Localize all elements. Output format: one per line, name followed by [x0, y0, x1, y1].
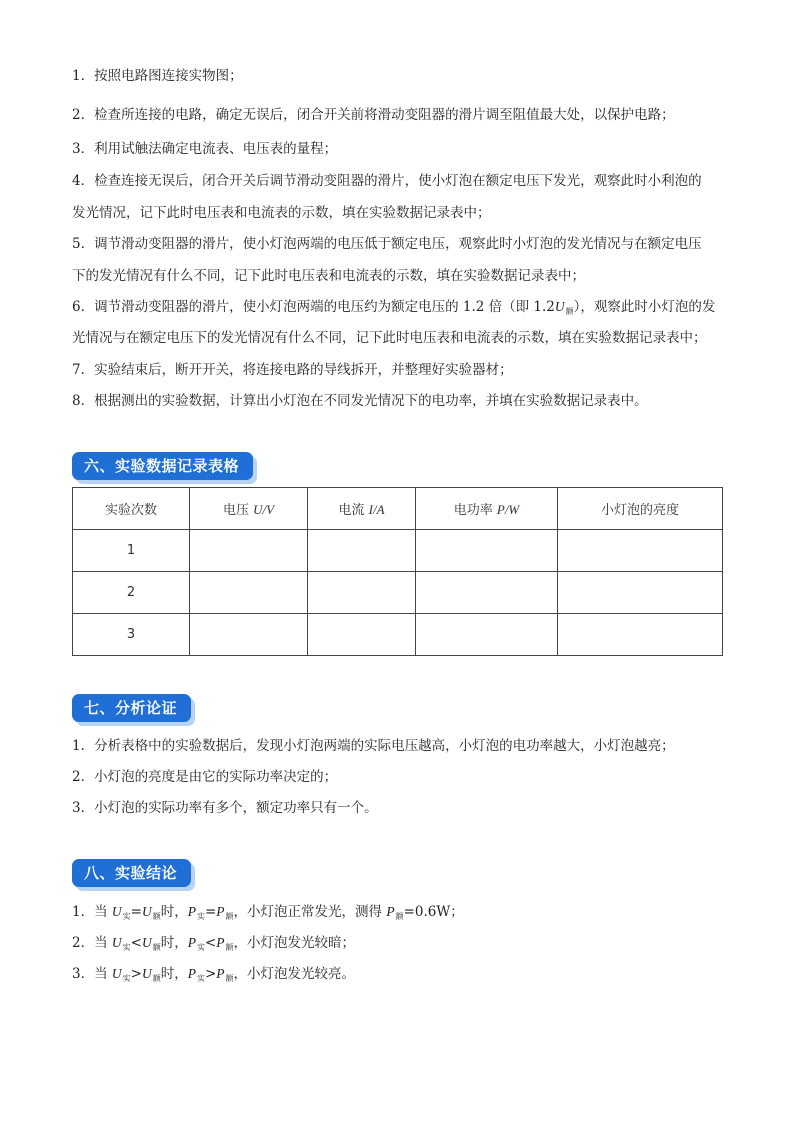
section-7-heading: 七、分析论证 [72, 694, 191, 722]
analysis-3: 3．小灯泡的实际功率有多个，额定功率只有一个。 [72, 800, 378, 816]
table-row [73, 530, 723, 572]
step-1: 1．按照电路图连接实物图； [72, 68, 243, 84]
header-brightness: 小灯泡的亮度 [558, 488, 723, 530]
current-cell[interactable] [308, 614, 416, 656]
voltage-cell[interactable] [190, 530, 308, 572]
brightness-cell[interactable] [558, 614, 723, 656]
conclusion-3: 3．当 $U_实>U_额$时，$P_实>P_额$，小灯泡发光较亮。 [72, 966, 356, 983]
header-trial: 实验次数 [73, 488, 190, 530]
power-cell[interactable] [416, 614, 558, 656]
header-current: 电流 I/A [308, 488, 416, 530]
header-power: 电功率 P/W [416, 488, 558, 530]
step-8: 8．根据测出的实验数据，计算出小灯泡在不同发光情况下的电功率，并填在实验数据记录表中。 [72, 393, 648, 409]
step-5-line-1: 5．调节滑动变阻器的滑片，使小灯泡两端的电压低于额定电压，观察此时小灯泡的发光情况与在额定电压 [72, 236, 702, 252]
step-6-line-1: 6．调节滑动变阻器的滑片，使小灯泡两端的电压约为额定电压的 1.2 倍（即 $1.2U_额$），观察此时小灯泡的发 [72, 299, 716, 316]
brightness-cell[interactable] [558, 572, 723, 614]
data-record-table [72, 487, 723, 656]
trial-number: 3 [73, 614, 190, 656]
brightness-cell[interactable] [558, 530, 723, 572]
power-cell[interactable] [416, 530, 558, 572]
trial-number: 1 [73, 530, 190, 572]
step-3: 3．利用试触法确定电流表、电压表的量程； [72, 141, 338, 157]
trial-number: 2 [73, 572, 190, 614]
conclusion-1: 1．当 $U_实=U_额$时，$P_实=P_额$，小灯泡正常发光，测得 $P_额=0.6W$； [72, 904, 464, 921]
step-7: 7．实验结束后，断开开关，将连接电路的导线拆开，并整理好实验器材； [72, 362, 513, 378]
section-8-heading: 八、实验结论 [72, 859, 191, 887]
table-header-row [73, 488, 723, 530]
step-6-line-2: 光情况与在额定电压下的发光情况有什么不同，记下此时电压表和电流表的示数，填在实验数据记录表中； [72, 330, 707, 346]
table-row [73, 614, 723, 656]
conclusion-2: 2．当 $U_实<U_额$时，$P_实<P_额$，小灯泡发光较暗； [72, 935, 356, 952]
step-4-line-2: 发光情况，记下此时电压表和电流表的示数，填在实验数据记录表中； [72, 205, 491, 221]
step-2: 2．检查所连接的电路，确定无误后，闭合开关前将滑动变阻器的滑片调至阻值最大处，以保护电路； [72, 107, 675, 123]
analysis-1: 1．分析表格中的实验数据后，发现小灯泡两端的实际电压越高，小灯泡的电功率越大，小灯泡越亮； [72, 738, 675, 754]
step-5-line-2: 下的发光情况有什么不同，记下此时电压表和电流表的示数，填在实验数据记录表中； [72, 268, 585, 284]
voltage-cell[interactable] [190, 572, 308, 614]
current-cell[interactable] [308, 530, 416, 572]
voltage-cell[interactable] [190, 614, 308, 656]
header-voltage: 电压 U/V [190, 488, 308, 530]
power-cell[interactable] [416, 572, 558, 614]
section-6-heading: 六、实验数据记录表格 [72, 452, 253, 480]
analysis-2: 2．小灯泡的亮度是由它的实际功率决定的； [72, 769, 338, 785]
current-cell[interactable] [308, 572, 416, 614]
table-row [73, 572, 723, 614]
step-4-line-1: 4．检查连接无误后，闭合开关后调节滑动变阻器的滑片，使小灯泡在额定电压下发光，观察此时小利泡的 [72, 173, 702, 189]
